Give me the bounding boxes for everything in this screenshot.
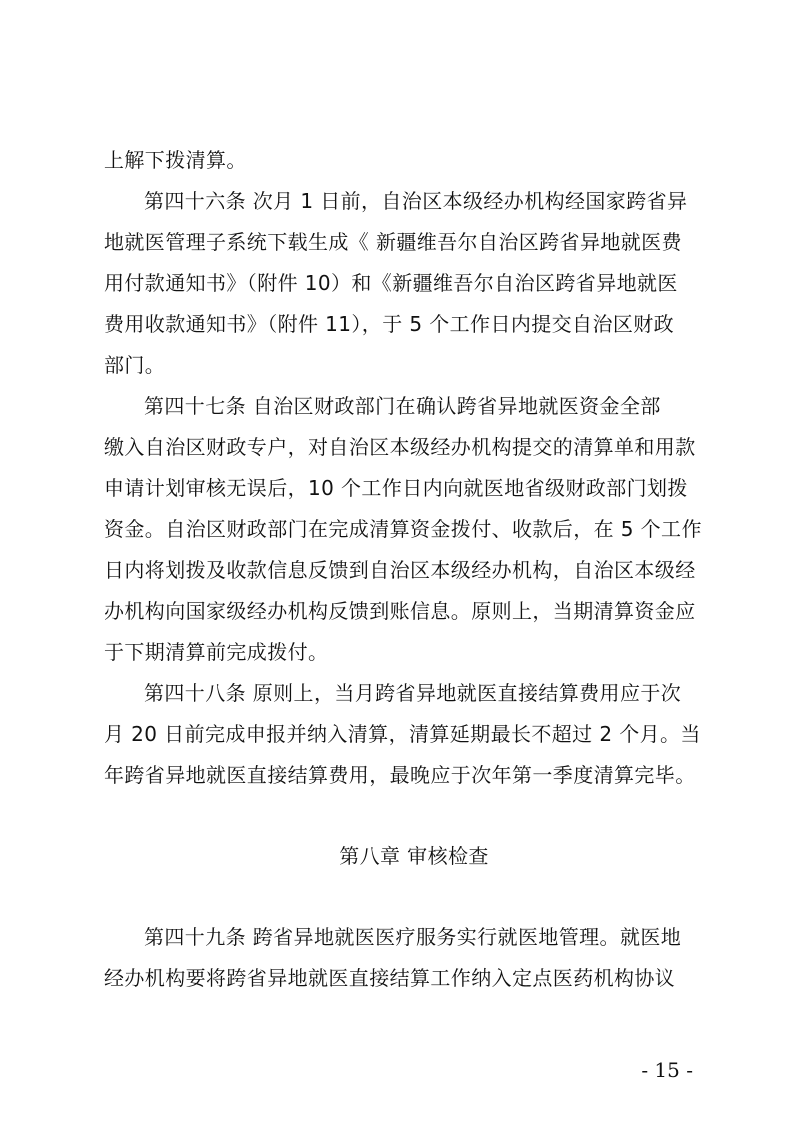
text-line: 于下期清算前完成拨付。 [104,640,329,664]
text-line: 缴入自治区财政专户，对自治区本级经办机构提交的清算单和用款 [104,435,696,459]
spacer [104,796,704,836]
text-line: 年跨省异地就医直接结算费用，最晚应于次年第一季度清算完毕。 [104,763,696,787]
article-49-line: 第四十九条 跨省异地就医医疗服务实行就医地管理。就医地 [144,925,682,949]
document-body [104,140,704,999]
spacer [104,877,704,917]
text-line: 经办机构要将跨省异地就医直接结算工作纳入定点医药机构协议 [104,966,676,990]
article-48-line: 第四十八条 原则上，当月跨省异地就医直接结算费用应于次 [144,681,682,705]
text-line: 地就医管理子系统下载生成《 新疆维吾尔自治区跨省异地就医费 [104,230,682,254]
text-line: 日内将划拨及收款信息反馈到自治区本级经办机构，自治区本级经 [104,558,696,582]
text-line: 申请计划审核无误后，10 个工作日内向就医地省级财政部门划拨 [104,476,688,500]
article-47-line: 第四十七条 自治区财政部门在确认跨省异地就医资金全部 [144,394,661,418]
text-line: 用付款通知书》（附件 10）和《新疆维吾尔自治区跨省异地就医 [104,271,678,295]
text-line: 资金。自治区财政部门在完成清算资金拨付、收款后，在 5 个工作 [104,517,702,541]
article-46-line: 第四十六条 次月 1 日前，自治区本级经办机构经国家跨省异 [144,189,688,213]
text-line: 费用收款通知书》（附件 11），于 5 个工作日内提交自治区财政 [104,312,675,336]
text-line: 部门。 [104,353,166,377]
text-line: 月 20 日前完成申报并纳入清算，清算延期最长不超过 2 个月。当 [104,722,701,746]
text-line: 办机构向国家级经办机构反馈到账信息。原则上，当期清算资金应 [104,599,696,623]
chapter-heading: 第八章 审核检查 [339,844,489,868]
text-line: 上解下拨清算。 [104,148,247,172]
page-number: - 15 - [641,1058,693,1082]
